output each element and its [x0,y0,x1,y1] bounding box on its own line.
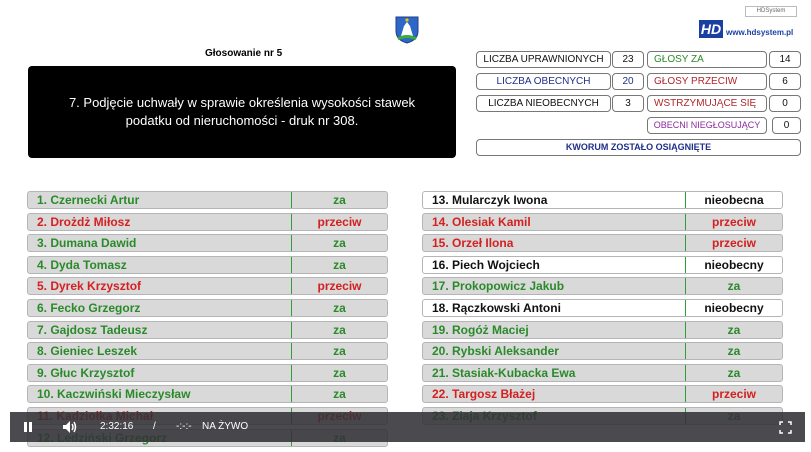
member-vote: za [727,365,741,380]
council-member-row [422,256,783,274]
member-name: 18. Rączkowski Antoni [423,300,686,316]
member-name: 2. Drożdż Miłosz [28,214,292,230]
time-current: 2:32:16 [100,421,134,432]
member-name: 8. Gieniec Leszek [28,343,292,359]
member-name: 7. Gajdosz Tadeusz [28,322,292,338]
council-member-row [27,299,388,317]
member-vote: za [727,344,741,359]
stat-nieobecnych-value: 3 [612,95,644,112]
stat-wstrzymujace-value: 0 [769,95,801,112]
member-name: 1. Czernecki Artur [28,192,292,208]
stat-nieglosujacy-value: 0 [772,117,801,134]
member-name: 13. Mularczyk Iwona [423,192,686,208]
council-member-row [27,385,388,403]
council-member-row [27,234,388,252]
member-vote: za [727,279,741,294]
member-name: 10. Kaczwiński Mieczysław [28,386,292,402]
member-vote: nieobecny [704,301,764,315]
council-member-row [422,213,783,231]
stat-uprawnionych-label: LICZBA UPRAWNIONYCH [476,51,611,68]
fullscreen-icon[interactable] [779,421,792,437]
member-name: 16. Piech Wojciech [423,257,686,273]
council-member-row [422,191,783,209]
stat-za-label: GŁOSY ZA [647,51,767,68]
member-vote: za [727,322,741,337]
council-member-row [422,321,783,339]
member-vote: za [333,193,346,207]
council-member-row [27,342,388,360]
council-member-row [422,277,783,295]
time-separator: / [153,421,156,432]
council-member-row [422,342,783,360]
volume-icon[interactable] [62,420,78,437]
member-name: 3. Dumana Dawid [28,235,292,251]
member-name: 17. Prokopowicz Jakub [423,278,686,294]
member-vote: przeciw [317,214,362,229]
member-name: 19. Rogóż Maciej [423,322,686,338]
council-member-row [422,364,783,382]
stat-uprawnionych-value: 23 [612,51,644,68]
city-crest-logo [395,16,419,44]
stat-za-value: 14 [769,51,801,68]
member-vote: przeciw [711,214,756,229]
member-name: 14. Olesiak Kamil [423,214,686,230]
council-member-row [422,234,783,252]
member-vote: przeciw [317,279,362,294]
member-vote: za [333,322,346,337]
stat-nieobecnych-label: LICZBA NIEOBECNYCH [476,95,611,112]
stat-przeciw-label: GŁOSY PRZECIW [647,73,767,90]
resolution-text: 7. Podjęcie uchwały w sprawie określenia wysokości stawek podatku od nieruchomości - druk nr 308. [28,66,456,158]
stat-wstrzymujace-label: WSTRZYMUJĄCE SIĘ [647,95,767,112]
member-vote: za [333,387,346,402]
stat-nieglosujacy-label: OBECNI NIEGŁOSUJĄCY [647,117,767,134]
stat-obecnych-label: LICZBA OBECNYCH [476,73,611,90]
member-vote: za [333,365,346,380]
member-name: 6. Fecko Grzegorz [28,300,292,316]
member-name: 5. Dyrek Krzysztof [28,278,292,294]
time-total: -:-:- [176,421,192,432]
brand-tag: HDSystem [745,6,797,17]
member-name: 22. Targosz Błażej [423,386,686,402]
member-name: 4. Dyda Tomasz [28,257,292,273]
council-member-row [27,321,388,339]
member-vote: za [333,257,346,272]
member-name: 21. Stasiak-Kubacka Ewa [423,365,686,381]
video-control-bar [10,412,805,442]
council-member-row [27,213,388,231]
council-member-row [422,299,783,317]
member-vote: za [333,236,346,251]
member-vote: za [333,344,346,359]
member-name: 15. Orzeł Ilona [423,235,686,251]
council-member-row [27,277,388,295]
member-vote: przeciw [711,387,756,402]
live-badge[interactable]: NA ŻYWO [202,421,249,432]
brand-logo: HD [700,21,722,37]
stat-przeciw-value: 6 [769,73,801,90]
member-vote: za [333,301,346,315]
member-vote: nieobecna [704,193,764,207]
stat-obecnych-value: 20 [612,73,644,90]
council-member-row [27,256,388,274]
council-member-row [27,191,388,209]
brand-url: www.hdsystem.pl [726,28,794,37]
member-vote: nieobecny [704,257,764,272]
council-member-row [422,385,783,403]
quorum-status: KWORUM ZOSTAŁO OSIĄGNIĘTE [476,139,801,156]
vote-title: Głosowanie nr 5 [205,48,283,59]
member-name: 9. Głuc Krzysztof [28,365,292,381]
member-vote: przeciw [711,236,756,251]
pause-icon[interactable] [22,421,34,436]
member-name: 20. Rybski Aleksander [423,343,686,359]
council-member-row [27,364,388,382]
